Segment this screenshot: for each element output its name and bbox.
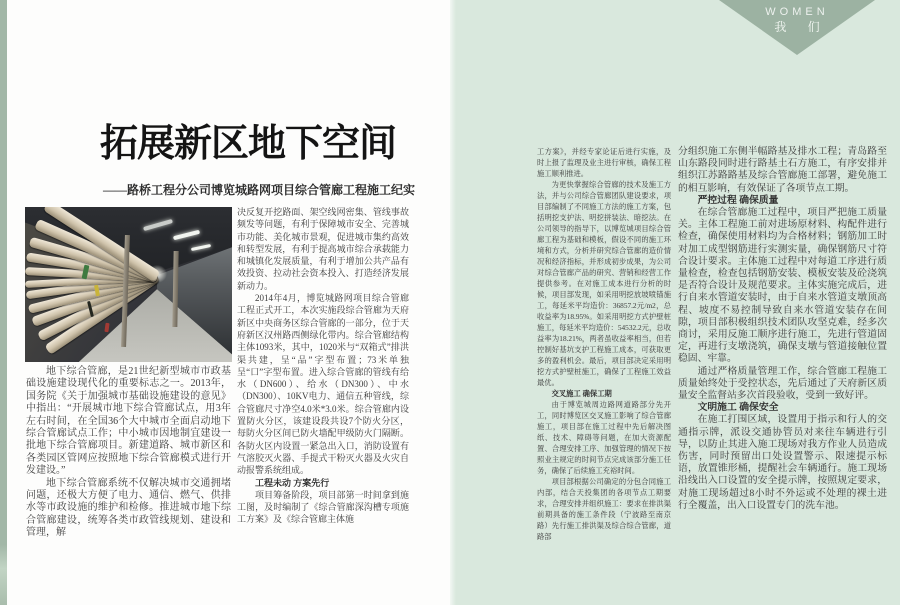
body-paragraph: 在综合管廊施工过程中，项目严把施工质量关。主体工程施工前对进场原材料、构配件进行检查，确保使用材料均为合格材料；钢筋加工时对加工成型钢筋进行实测实量，确保钢筋尺寸符合设计要求。主体施工过程中对每道工序进行质量检查，检查包括钢筋安装、模板安装及砼浇筑是否符合设计及规范要求。主体实施完成后，进行自来水管道安装时，由于自来水管道支墩顶高程、坡度不易控制导致自来水管道安装存在间隙，项目部积极组织技术团队攻坚克难，经多次商讨，采用反施工顺序进行施工，先进行管道固定，再进行支墩浇筑，确保支墩与管道接触位置稳固、牢靠。 xyxy=(678,207,887,365)
body-paragraph: 2014年4月，博览城路网项目综合管廊工程正式开工，本次实施段综合管廊为天府新区中央商务区综合管廊的一部分，位于天府新区汉州路西侧绿化带内。综合管廊结构主体1093米，其中，1020米与“双箱式”排洪渠共建，呈“品”字型布置；73米单独呈“口”字型布置。进入综合管廊的管线有给水（DN600）、给水（DN300）、中水（DN300）、10KV电力、通信五种管线，综合管廊尺寸净空4.0米*3.0米。综合管廊内设置防火分区，该建设段共设7个防火分区，每防火分区间已防火墙配甲级防火门隔断。各防火区内设置一紧急出入口，消防设置有气溶胶灭火器、手提式干粉灭火器及火灾自动报警系统组成。 xyxy=(237,293,409,476)
body-paragraph: 项目筹备阶段，项目部第一时间拿到施工图，及时编制了《综合管廊深沟槽专项施工方案》及《综合管廊主体施 xyxy=(237,489,409,525)
tunnel-photo xyxy=(25,207,232,362)
section-label-zh: 我 们 xyxy=(774,19,829,34)
body-paragraph: 地下综合管廊系统不仅解决城市交通拥堵问题，还极大方便了电力、通信、燃气、供排水等市政设施的维护和检修。推进城市地下综合管廊建设，统筹各类市政管线规划、建设和管理，解 xyxy=(26,477,231,539)
right-page-column-2 xyxy=(678,146,887,512)
body-paragraph: 地下综合管廊，是21世纪新型城市市政基础设施建设现代化的重要标志之一。2013年，国务院《关于加强城市基础设施建设的意见》中指出：“开展城市地下综合管廊试点，用3年左右时间，在全国36个大中城市全面启动地下综合管廊试点工作；中小城市因地制宜建设一批地下综合管廊项目。新建道路、城市新区和各类园区管网应按照地下综合管廊模式进行开发建设。” xyxy=(26,366,231,477)
previous-page-edge xyxy=(0,0,7,605)
section-heading: 交叉施工 确保工期 xyxy=(551,389,612,398)
body-paragraph: 在施工打围区域，设置用于指示和行人的交通指示牌，派设交通协管员对来往车辆进行引导，以防止其进入施工现场对我方作业人员造成伤害，同时预留出口处设置警示、限速提示标语，放置锥形桶，提醒社会车辆通行。施工现场沿线出入口设置的安全提示牌，按照规定要求，对施工现场超过8小时不外运或不处理的裸土进行全覆盖，出入口设置专门的洗车池。 xyxy=(678,414,887,511)
article-title: 拓展新区地下空间 xyxy=(100,123,397,165)
body-paragraph: 为更快掌握综合管廊的技术及施工方法，并与公司综合管廊团队建设要求，项目部编制了不同施工方法的施工方案，包括明挖支护法、明挖拼装法、暗挖法。在公司领导的指导下，以博览城项目综合管廊工程为基础和模板，假设不同的施工环境和方式，分析并研究综合管廊的造价情况和经济指标，并形成初步成果，为公司对综合管廊产品的研究、营销和经营工作提供参考。在对施工成本进行分析的时候，项目部发现，如采用明挖放坡喷锚施工，每延米平均造价：36857.2元/m2，总收益率为18.95%。如采用明挖方式护壁桩施工，每延米平均造价：54532.2元，总收益率为18.21%，两者虽收益率相当，但若控制好基坑支护工程施工成本，可获取更多的盈利机会。最后，项目部决定采用明挖方式护壁桩施工，确保了工程施工效益最优。 xyxy=(537,180,671,387)
body-paragraph: 工方案》，并经专家论证后进行实施，及时上报了监理及业主进行审核，确保工程施工顺利推进。 xyxy=(537,147,671,178)
section-label-en: WOMEN xyxy=(765,6,829,18)
section-heading: 文明施工 确保安全 xyxy=(697,402,779,414)
left-page-column-2 xyxy=(237,206,409,526)
body-paragraph: 分组织施工东侧半幅路基及排水工程；青岛路至山东路段同时进行路基土石方施工，有序安排并组织江苏路路基及综合管廊施工部署，避免施工的相互影响，有效保证了各项节点工期。 xyxy=(678,146,887,194)
body-paragraph: 通过严格质量管理工作，综合管廊工程施工质量始终处于受控状态，先后通过了天府新区质量安全监督站多次首段验收，受到一致好评。 xyxy=(678,365,887,402)
article-subtitle: ——路桥工程分公司博览城路网项目综合管廊工程施工纪实 xyxy=(103,183,416,197)
section-heading: 工程未动 方案先行 xyxy=(255,477,330,488)
right-page-column-1 xyxy=(537,146,671,542)
section-corner-label xyxy=(719,6,875,35)
section-heading: 严控过程 确保质量 xyxy=(697,194,779,206)
body-paragraph: 决反复开挖路面、架空线网密集、管线事故频发等问题，有利于保障城市安全、完善城市功能、美化城市景观，促进城市集约高效和转型发展，有利于提高城市综合承载能力和城镇化发展质量，有利于增加公共产品有效投资、拉动社会资本投入、打造经济发展新动力。 xyxy=(237,207,409,291)
body-paragraph: 由于博览城周边路网道路部分先开工，同时博览区交叉施工影响了综合管廊施工，项目部在施工过程中先后解决图纸、技术、障碍等问题，在加大资源配置、合理安排工序、加强管理的情况下按照业主规定的时间节点完成该部分施工任务，确保了后续施工充裕时间。 xyxy=(537,400,671,475)
left-page-column-1 xyxy=(26,366,231,540)
photo-cable xyxy=(104,323,109,332)
body-paragraph: 项目部根据公司确定的分包合同施工内部，结合天投集团的各项节点工期要求，合理安排并组织施工：要求在排洪渠前期具备的施工条件段（宁波路至南京路）先行施工排洪渠及综合综合管廊，道路部 xyxy=(537,477,671,541)
